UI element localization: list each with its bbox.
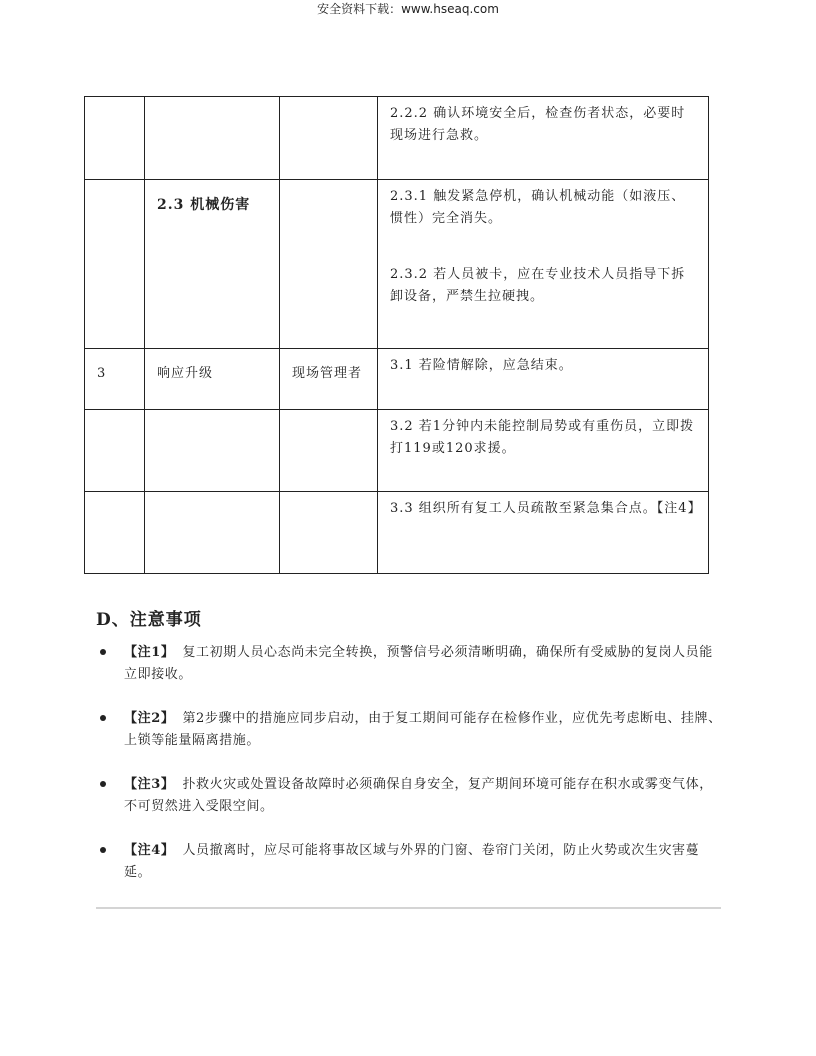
- note-text: 扑救火灾或处置设备故障时必须确保自身安全，复产期间环境可能存在积水或雾变气体，不可贸然进入受限空间。: [124, 777, 713, 814]
- bullet-icon: [100, 847, 106, 853]
- bullet-icon: [100, 649, 106, 655]
- notes-heading: D、注意事项: [96, 610, 202, 630]
- role-cell: 现场管理者: [280, 349, 378, 410]
- role-cell: [280, 180, 378, 349]
- note-text: 人员撤离时，应尽可能将事故区域与外界的门窗、卷帘门关闭，防止火势或次生灾害蔓延。: [124, 843, 700, 880]
- item-cell: 响应升级: [145, 349, 280, 410]
- table-row: [85, 349, 709, 410]
- note-tag: 【注4】: [124, 843, 175, 858]
- table-row: [85, 180, 709, 349]
- item-cell: [145, 410, 280, 492]
- table-row: [85, 97, 709, 180]
- list-item: [96, 840, 724, 884]
- action-cell: [378, 180, 709, 349]
- bullet-icon: [100, 781, 106, 787]
- note-tag: 【注2】: [124, 711, 175, 726]
- action-cell: [378, 97, 709, 180]
- section-divider: [96, 907, 721, 909]
- table-row: [85, 410, 709, 492]
- action-step: 2.2.2 确认环境安全后，检查伤者状态，必要时现场进行急救。: [390, 106, 686, 143]
- action-step: 2.3.1 触发紧急停机，确认机械动能（如液压、惯性）完全消失。: [390, 189, 686, 226]
- role-cell: [280, 492, 378, 574]
- action-step: 3.2 若1分钟内未能控制局势或有重伤员，立即拨打119或120求援。: [390, 419, 695, 456]
- item-cell: [145, 97, 280, 180]
- item-title: 2.3 机械伤害: [157, 197, 251, 213]
- role-cell: [280, 97, 378, 180]
- step-number-cell: [85, 492, 145, 574]
- note-tag: 【注3】: [124, 777, 175, 792]
- site-banner: 安全资料下载：www.hseaq.com: [317, 2, 499, 16]
- action-step: 3.3 组织所有复工人员疏散至紧急集合点。【注4】: [390, 501, 702, 516]
- list-item: [96, 774, 724, 818]
- list-item: [96, 642, 724, 686]
- action-step: 3.1 若险情解除，应急结束。: [390, 358, 573, 373]
- note-text: 第2步骤中的措施应同步启动，由于复工期间可能存在检修作业，应优先考虑断电、挂牌、上锁等能量隔离措施。: [124, 711, 722, 748]
- note-tag: 【注1】: [124, 645, 175, 660]
- note-text: 复工初期人员心态尚未完全转换，预警信号必须清晰明确，确保所有受威胁的复岗人员能立即接收。: [124, 645, 713, 682]
- action-cell: [378, 349, 709, 410]
- item-cell: [145, 492, 280, 574]
- table-row: [85, 492, 709, 574]
- bullet-icon: [100, 715, 106, 721]
- step-number-cell: [85, 180, 145, 349]
- action-cell: [378, 492, 709, 574]
- action-step: 2.3.2 若人员被卡，应在专业技术人员指导下拆卸设备，严禁生拉硬拽。: [390, 267, 686, 304]
- step-number-cell: 3: [85, 349, 145, 410]
- item-cell: [145, 180, 280, 349]
- step-number-cell: [85, 410, 145, 492]
- role-cell: [280, 410, 378, 492]
- notes-list: [96, 642, 724, 906]
- step-number-cell: [85, 97, 145, 180]
- emergency-procedure-table: [84, 96, 709, 574]
- action-cell: [378, 410, 709, 492]
- list-item: [96, 708, 724, 752]
